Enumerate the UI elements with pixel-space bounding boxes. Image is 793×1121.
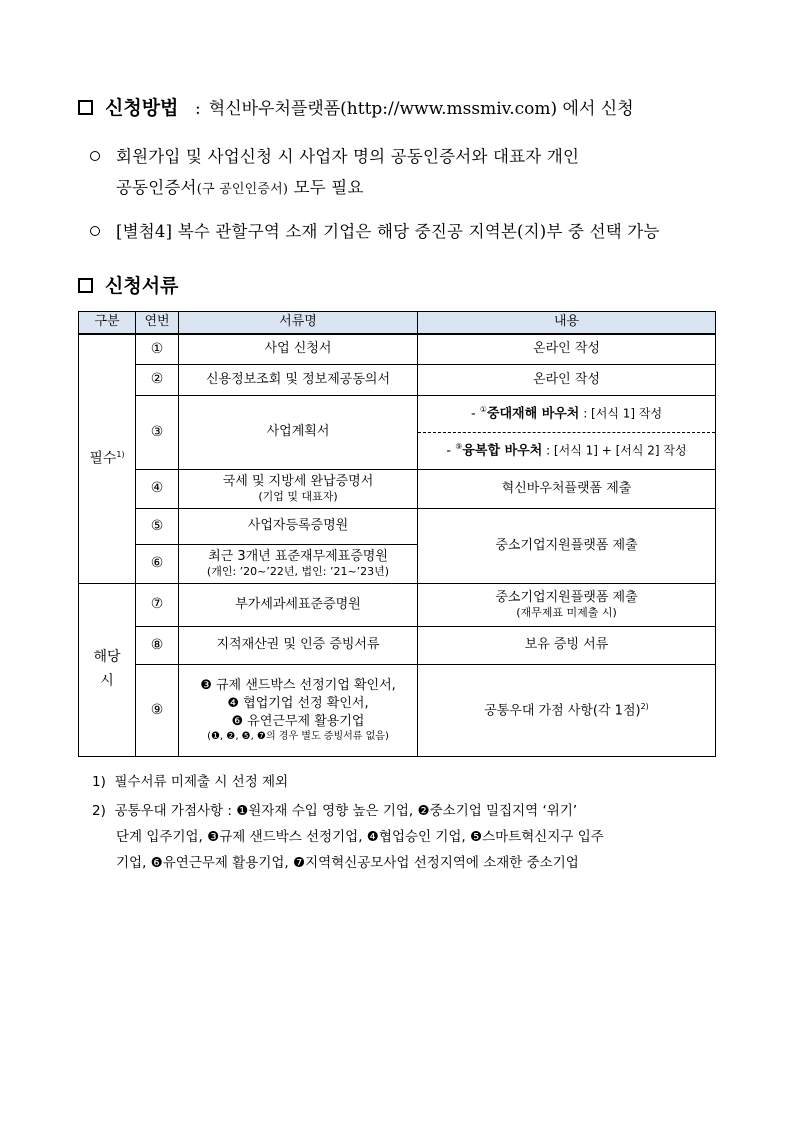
table-row bbox=[79, 584, 716, 627]
header-doc-name: 서류명 bbox=[179, 312, 418, 334]
method-text-after: ) 에서 신청 bbox=[550, 99, 634, 119]
doc-content: - ⑨융복합 바우처 : [서식 1] + [서식 2] 작성 bbox=[418, 433, 716, 470]
doc-content: - ①중대재해 바우처 : [서식 1] 작성 bbox=[418, 396, 716, 433]
row-number: ② bbox=[136, 365, 179, 396]
doc-name: 사업계획서 bbox=[179, 396, 418, 470]
row-number: ⑦ bbox=[136, 584, 179, 627]
doc-name: 부가세과세표준증명원 bbox=[179, 584, 418, 627]
footnote-text: 필수서류 미제출 시 선정 제외 bbox=[114, 774, 289, 790]
doc-content: 온라인 작성 bbox=[418, 334, 716, 365]
table-row bbox=[79, 470, 716, 509]
footnote-1 bbox=[92, 770, 288, 790]
row-number: ① bbox=[136, 334, 179, 365]
table-row bbox=[79, 334, 716, 365]
bullet-text: 회원가입 및 사업신청 시 사업자 명의 공동인증서와 대표자 개인 bbox=[116, 147, 580, 166]
footnote-2-line3 bbox=[116, 851, 579, 871]
bullet-text: [별첨4] 복수 관할구역 소재 기업은 해당 중진공 지역본(지)부 중 선택 가능 bbox=[116, 222, 660, 241]
doc-name: 사업 신청서 bbox=[179, 334, 418, 365]
footnote-text: 공통우대 가점사항 : ❶원자재 수입 영향 높은 기업, ❷중소기업 밀집지역 ‘위기’ bbox=[114, 803, 578, 819]
row-number: ⑥ bbox=[136, 545, 179, 584]
method-text-before: 혁신바우처플랫폼( bbox=[208, 99, 347, 119]
documents-table bbox=[78, 311, 716, 757]
checkbox-square-icon bbox=[78, 278, 93, 293]
header-content: 내용 bbox=[418, 312, 716, 334]
group-required: 필수$^{1)}$ bbox=[79, 334, 136, 584]
row-number: ⑤ bbox=[136, 509, 179, 545]
circle-bullet-icon bbox=[90, 151, 100, 161]
doc-content: 보유 증빙 서류 bbox=[418, 627, 716, 665]
doc-content: 혁신바우처플랫폼 제출 bbox=[418, 470, 716, 509]
doc-content: 공통우대 가점 사항(각 1점)$^{2)}$ bbox=[418, 665, 716, 757]
table-row bbox=[79, 396, 716, 433]
footnote-number: 1) bbox=[92, 774, 106, 790]
footnote-number: 2) bbox=[92, 803, 106, 819]
checkbox-square-icon bbox=[78, 100, 93, 115]
section-application-documents bbox=[78, 271, 178, 298]
footnote-text: 단계 입주기업, ❸규제 샌드박스 선정기업, ❹협업승인 기업, ❺스마트혁신지구 입주 bbox=[116, 829, 604, 845]
doc-name: 지적재산권 및 인증 증빙서류 bbox=[179, 627, 418, 665]
doc-content: 온라인 작성 bbox=[418, 365, 716, 396]
group-optional: 해당 시 bbox=[79, 584, 136, 757]
table-row bbox=[79, 627, 716, 665]
footnote-2 bbox=[92, 799, 577, 819]
table-row bbox=[79, 365, 716, 396]
bullet-text: 공동인증서 bbox=[116, 178, 197, 197]
header-number: 연번 bbox=[136, 312, 179, 334]
doc-name: 신용정보조회 및 정보제공동의서 bbox=[179, 365, 418, 396]
row-number: ⑧ bbox=[136, 627, 179, 665]
doc-name: 최근 3개년 표준재무제표증명원 (개인: ’20~’22년, 법인: ’21~’23년) bbox=[179, 545, 418, 584]
bullet-item bbox=[90, 218, 660, 242]
footnote-text: 기업, ❻유연근무제 활용기업, ❼지역혁신공모사업 선정지역에 소재한 중소기업 bbox=[116, 855, 579, 871]
section-heading: 신청서류 bbox=[105, 275, 179, 297]
row-number: ⑨ bbox=[136, 665, 179, 757]
platform-url: http://www.mssmiv.com bbox=[346, 99, 551, 119]
section-application-method bbox=[78, 93, 634, 120]
separator: : bbox=[195, 99, 201, 119]
row-number: ④ bbox=[136, 470, 179, 509]
footnote-2-line2 bbox=[116, 825, 604, 845]
doc-name: 사업자등록증명원 bbox=[179, 509, 418, 545]
bullet-item bbox=[90, 143, 579, 167]
row-number: ③ bbox=[136, 396, 179, 470]
header-category: 구분 bbox=[79, 312, 136, 334]
doc-name: 국세 및 지방세 완납증명서 (기업 및 대표자) bbox=[179, 470, 418, 509]
table-row bbox=[79, 665, 716, 757]
circle-bullet-icon bbox=[90, 226, 100, 236]
bullet-continuation bbox=[116, 174, 364, 198]
section-heading: 신청방법 bbox=[105, 97, 179, 119]
doc-content: 중소기업지원플랫폼 제출 bbox=[418, 509, 716, 584]
table-row bbox=[79, 509, 716, 545]
table-header-row bbox=[79, 312, 716, 334]
doc-name: ❸ 규제 샌드박스 선정기업 확인서, ❹ 협업기업 선정 확인서, ❻ 유연근무제 활용기업 (❶, ❷, ❺, ❼의 경우 별도 증빙서류 없음) bbox=[179, 665, 418, 757]
doc-content: 중소기업지원플랫폼 제출 (재무제표 미제출 시) bbox=[418, 584, 716, 627]
bullet-text-small: (구 공인인증서) bbox=[196, 182, 289, 197]
bullet-text: 모두 필요 bbox=[288, 178, 364, 197]
